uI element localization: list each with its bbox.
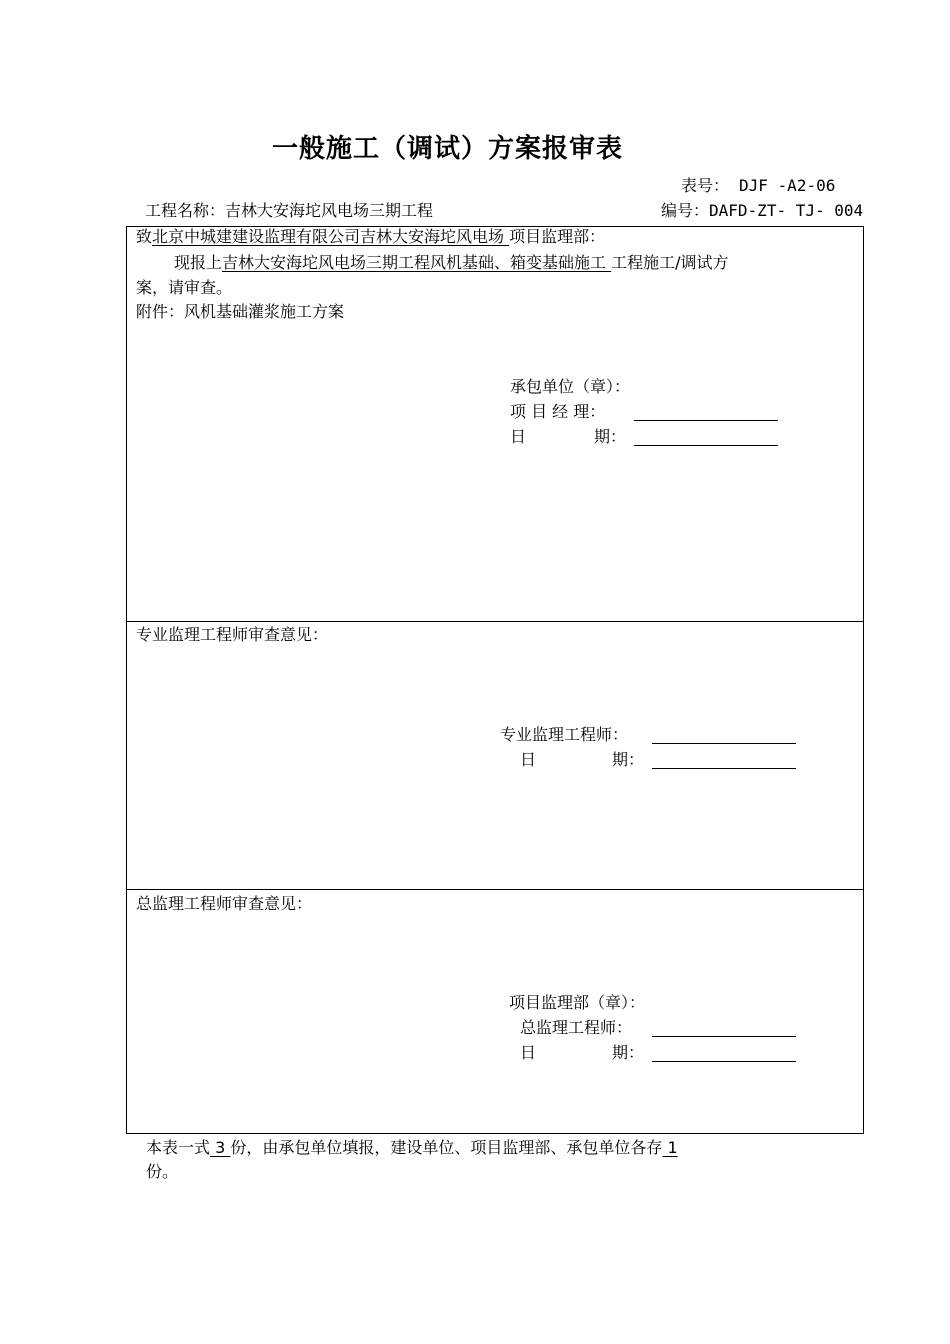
addressee-line: [136, 229, 605, 245]
chief-engineer-label: 总监理工程师：: [520, 1018, 633, 1037]
submission-line-2: 案，请审查。: [136, 278, 233, 297]
chief-date-label: [520, 1045, 644, 1061]
form-number-value: DJF -A2-06: [739, 176, 836, 195]
chief-engineer-signature-field[interactable]: [652, 1036, 796, 1037]
date-label-b: 期：: [612, 1043, 645, 1062]
contractor-seal-label: 承包单位（章）：: [510, 377, 631, 396]
date-label-a: 日: [510, 427, 527, 446]
addressee-org: 北京中城建建设监理有限公司吉林大安海坨风电场: [152, 227, 510, 246]
engineer-review-heading: 专业监理工程师审查意见：: [136, 625, 329, 644]
project-manager-label: 项 目 经 理：: [510, 402, 606, 421]
engineer-date-label: [520, 752, 644, 768]
serial-number-label: 编号：: [661, 201, 710, 220]
project-name: [145, 203, 433, 219]
chief-review-heading: 总监理工程师审查意见：: [136, 894, 313, 913]
footer-part2: 份，由承包单位填报，建设单位、项目监理部、承包单位各存: [230, 1138, 663, 1157]
footer-each: 1: [662, 1138, 678, 1157]
serial-number: [661, 203, 863, 219]
engineer-signature-field[interactable]: [652, 743, 796, 744]
submission-subject: 吉林大安海坨风电场三期工程风机基础、箱变基础施工: [222, 253, 612, 272]
attachment-line: 附件：风机基础灌浆施工方案: [136, 302, 345, 321]
supervision-dept-seal-label: 项目监理部（章）：: [509, 993, 646, 1012]
footer-copies: 3: [210, 1138, 231, 1157]
project-manager-signature-field[interactable]: [634, 420, 778, 421]
submission-suffix: 工程施工/调试方: [611, 253, 729, 272]
submission-line: [174, 255, 729, 271]
project-name-value: 吉林大安海坨风电场三期工程: [225, 201, 434, 220]
addressee-prefix: 致: [136, 227, 153, 246]
engineer-label: 专业监理工程师：: [500, 725, 629, 744]
date-label-a: 日: [520, 750, 537, 769]
form-table: [126, 226, 864, 1134]
contractor-date-label: [510, 429, 626, 445]
submission-prefix: 现报上: [174, 253, 223, 272]
date-label-b: 期：: [594, 427, 627, 446]
project-name-label: 工程名称：: [145, 201, 226, 220]
form-title: 一般施工（调试）方案报审表: [272, 134, 624, 164]
serial-number-value: DAFD-ZT- TJ- 004: [709, 201, 864, 220]
date-label-b: 期：: [612, 750, 645, 769]
chief-date-field[interactable]: [652, 1061, 796, 1062]
section-divider: [126, 621, 864, 622]
form-number-label: 表号：: [681, 176, 730, 195]
section-divider: [126, 889, 864, 890]
addressee-suffix: 项目监理部：: [509, 227, 606, 246]
engineer-date-field[interactable]: [652, 768, 796, 769]
footer-part1: 本表一式: [146, 1138, 211, 1157]
contractor-date-field[interactable]: [634, 445, 778, 446]
footer-note-end: 份。: [146, 1162, 179, 1181]
date-label-a: 日: [520, 1043, 537, 1062]
footer-note: [146, 1140, 678, 1156]
form-number: [681, 178, 835, 194]
